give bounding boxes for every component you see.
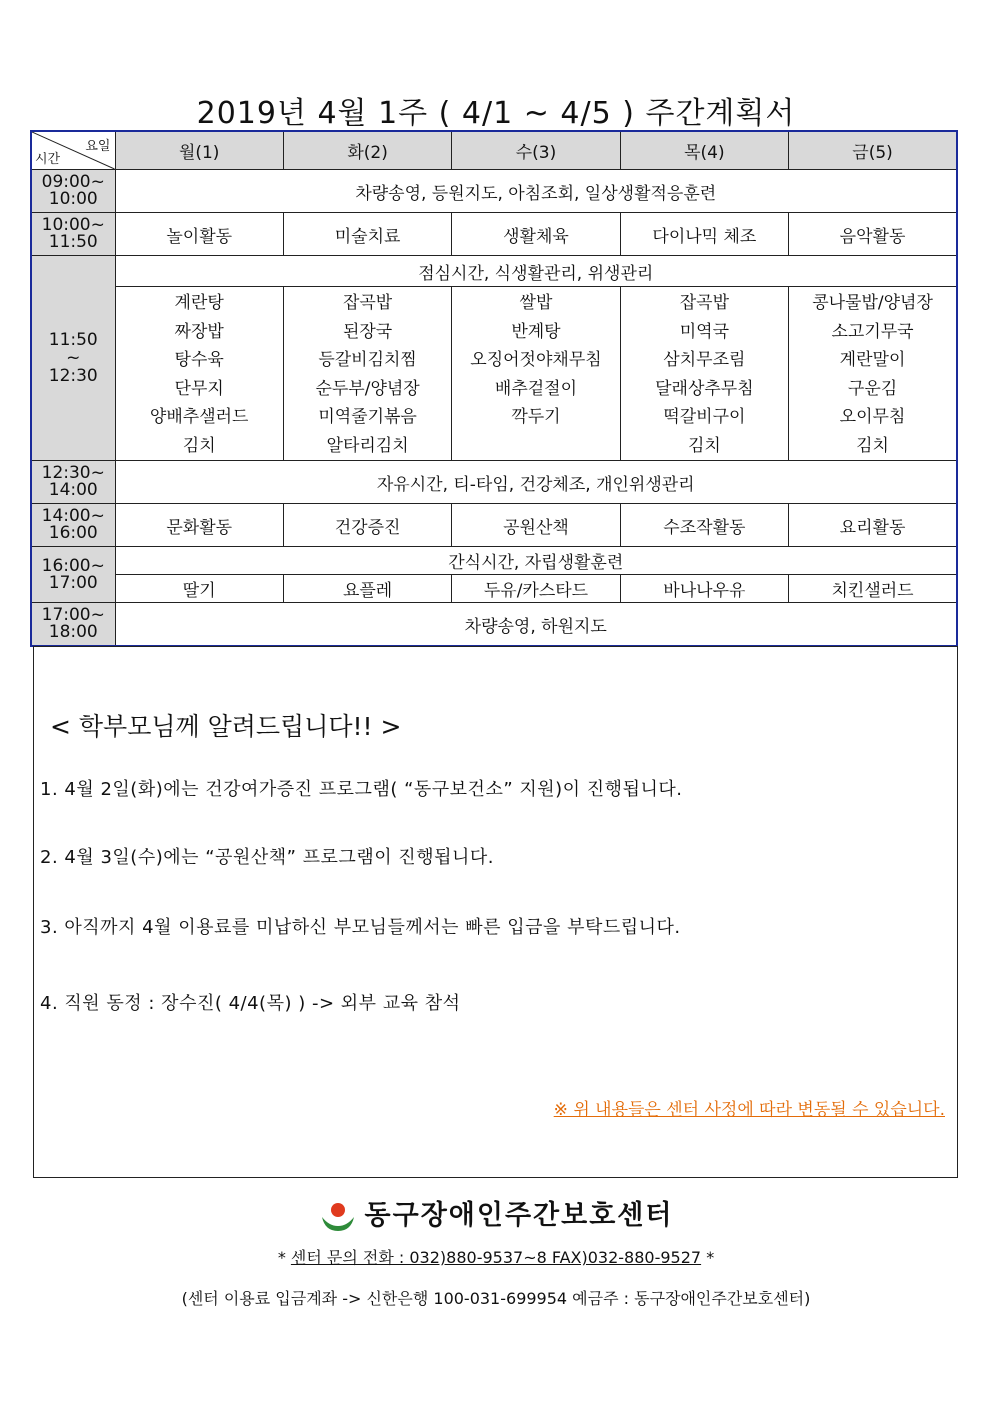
menu-item: 달래상추무침 — [655, 378, 754, 399]
activity-cell: 자유시간, 티-타임, 건강체조, 개인위생관리 — [115, 461, 957, 504]
schedule-row — [31, 461, 957, 504]
activity-cell: 건강증진 — [283, 504, 451, 547]
activity-cell: 공원산책 — [452, 504, 620, 547]
menu-item: 된장국 — [342, 321, 393, 342]
menu-item: 계란탕 — [174, 293, 224, 313]
day-header: 화(2) — [283, 131, 451, 170]
corner-cell — [31, 131, 115, 170]
menu-cell-mon — [115, 287, 283, 461]
center-name: 동구장애인주간보호센터 — [364, 1200, 674, 1231]
menu-item: 깍두기 — [511, 407, 561, 427]
snack-cell: 두유/카스타드 — [452, 575, 620, 603]
menu-item: 등갈비김치찜 — [318, 350, 417, 370]
snack-cell: 바나나우유 — [620, 575, 788, 603]
center-logo-icon — [319, 1200, 357, 1234]
menu-item: 알타리김치 — [326, 435, 409, 456]
snack-header-row — [31, 547, 957, 575]
bank-account-line: (센터 이용료 입금계좌 -> 신한은행 100-031-699954 예금주 : 동구장애인주간보호센터) — [181, 1289, 811, 1308]
menu-item: 미역국 — [679, 321, 729, 342]
day-header: 금(5) — [789, 131, 957, 170]
notice-box — [33, 646, 958, 1178]
lunch-header-row — [31, 256, 957, 287]
menu-item: 김치 — [856, 435, 889, 456]
activity-cell: 문화활동 — [115, 504, 283, 547]
schedule-row — [31, 170, 957, 213]
day-header: 목(4) — [620, 131, 788, 170]
time-cell: 16:00~ 17:00 — [31, 547, 115, 603]
page-title: 2019년 4월 1주 ( 4/1 ~ 4/5 ) 주간계획서 — [0, 88, 992, 132]
menu-item: 소고기무국 — [831, 321, 914, 342]
activity-cell: 생활체육 — [452, 213, 620, 256]
menu-item: 계란말이 — [839, 350, 906, 370]
menu-item: 삼치무조림 — [663, 350, 746, 370]
menu-cell-fri — [789, 287, 957, 461]
snack-cell: 딸기 — [115, 575, 283, 603]
notice-item: 1. 4월 2일(화)에는 건강여가증진 프로그램( “동구보건소” 지원)이 진행됩니다. — [40, 779, 683, 800]
menu-cell-wed — [452, 287, 620, 461]
menu-item: 오이무침 — [839, 407, 906, 427]
header-row — [31, 131, 957, 170]
menu-item: 배추겉절이 — [494, 378, 578, 399]
snack-cell: 요플레 — [283, 575, 451, 603]
activity-cell: 요리활동 — [789, 504, 957, 547]
contact-star: * — [277, 1248, 286, 1267]
lunch-menu-row — [31, 287, 957, 461]
corner-day-label: 요일 — [85, 139, 111, 154]
center-name-block — [0, 1193, 992, 1234]
menu-item: 떡갈비구이 — [663, 407, 746, 427]
menu-item: 단무지 — [174, 378, 224, 399]
menu-item: 김치 — [182, 435, 216, 456]
menu-item: 순두부/양념장 — [315, 378, 420, 399]
activity-cell: 차량송영, 등원지도, 아침조회, 일상생활적응훈련 — [115, 170, 957, 213]
menu-item: 쌀밥 — [519, 293, 553, 313]
menu-item: 탕수육 — [174, 350, 224, 370]
time-cell: 11:50 ~ 12:30 — [31, 256, 115, 461]
menu-item: 양배추샐러드 — [149, 407, 249, 427]
notice-item: 4. 직원 동정 : 장수진( 4/4(목) ) -> 외부 교육 참석 — [40, 993, 461, 1014]
menu-item — [452, 432, 619, 461]
activity-cell: 미술치료 — [283, 213, 451, 256]
menu-item: 콩나물밥/양념장 — [812, 293, 933, 313]
menu-item: 짜장밥 — [174, 321, 224, 342]
time-cell: 10:00~ 11:50 — [31, 213, 115, 256]
menu-item: 잡곡밥 — [679, 293, 729, 313]
activity-cell: 놀이활동 — [115, 213, 283, 256]
menu-cell-thu — [620, 287, 788, 461]
notice-title: < 학부모님께 알려드립니다!! > — [50, 712, 402, 741]
time-cell: 17:00~ 18:00 — [31, 603, 115, 647]
snack-title-cell: 간식시간, 자립생활훈련 — [115, 547, 957, 575]
menu-item: 오징어젓야채무침 — [470, 350, 602, 370]
menu-item: 김치 — [687, 435, 721, 456]
activity-cell: 차량송영, 하원지도 — [115, 603, 957, 647]
time-cell: 09:00~ 10:00 — [31, 170, 115, 213]
time-cell: 12:30~ 14:00 — [31, 461, 115, 504]
activity-cell: 다이나믹 체조 — [620, 213, 788, 256]
menu-item: 미역줄기볶음 — [318, 407, 417, 427]
contact-star: * — [706, 1248, 715, 1267]
contact-line — [0, 1245, 992, 1268]
day-header: 수(3) — [452, 131, 620, 170]
notice-item: 2. 4월 3일(수)에는 “공원산책” 프로그램이 진행됩니다. — [40, 847, 494, 868]
lunch-title-cell: 점심시간, 식생활관리, 위생관리 — [115, 256, 957, 287]
activity-cell: 수조작활동 — [620, 504, 788, 547]
menu-item: 잡곡밥 — [342, 293, 393, 313]
menu-cell-tue — [283, 287, 451, 461]
schedule-row — [31, 504, 957, 547]
snack-row — [31, 575, 957, 603]
notice-item: 3. 아직까지 4월 이용료를 미납하신 부모님들께서는 빠른 입금을 부탁드립니다. — [40, 917, 681, 938]
activity-cell: 음악활동 — [789, 213, 957, 256]
time-cell: 14:00~ 16:00 — [31, 504, 115, 547]
corner-time-label: 시간 — [35, 152, 61, 167]
menu-item: 구운김 — [847, 378, 898, 399]
contact-text: 센터 문의 전화 : 032)880-9537~8 FAX)032-880-9527 — [290, 1248, 702, 1267]
schedule-row — [31, 213, 957, 256]
schedule-row — [31, 603, 957, 647]
notice-warning: ※ 위 내용들은 센터 사정에 따라 변동될 수 있습니다. — [553, 1100, 945, 1120]
snack-cell: 치킨샐러드 — [789, 575, 957, 603]
weekly-schedule-table — [30, 130, 958, 647]
day-header: 월(1) — [115, 131, 283, 170]
menu-item: 반계탕 — [511, 321, 561, 342]
